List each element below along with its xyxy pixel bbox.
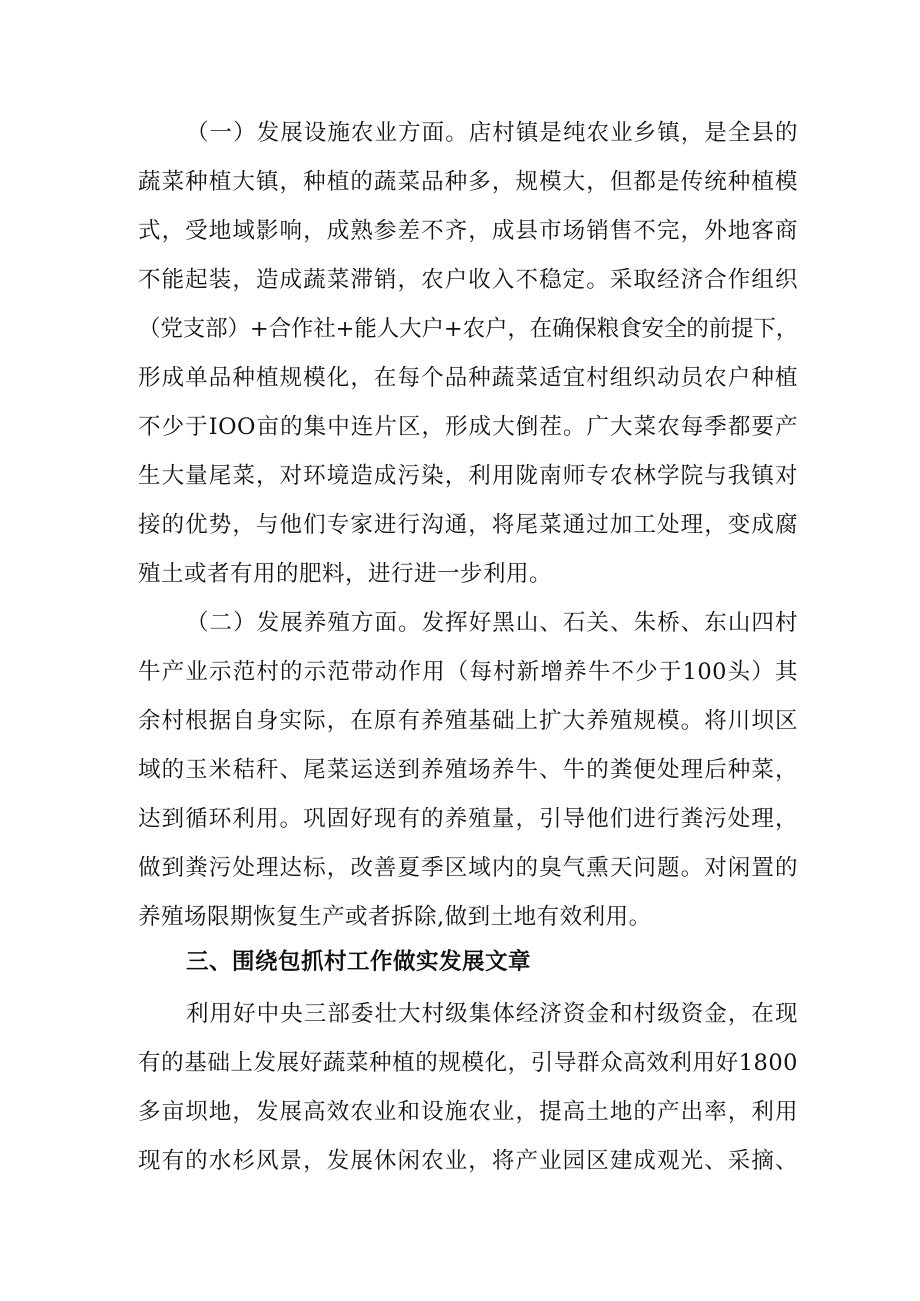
paragraph-1-line: （一）发展设施农业方面。店村镇是纯农业乡镇，是全县的 bbox=[186, 120, 798, 146]
paragraph-1-line: 接的优势，与他们专家进行沟通，将尾菜通过加工处理，变成腐 bbox=[138, 512, 798, 538]
paragraph-3-line: 现有的水杉风景，发展休闲农业，将产业园区建成观光、采摘、 bbox=[138, 1148, 798, 1174]
section-heading: 三、围绕包抓村工作做实发展文章 bbox=[186, 949, 532, 975]
paragraph-3-line: 利用好中央三部委壮大村级集体经济资金和村级资金，在现 bbox=[186, 1001, 798, 1027]
paragraph-1-line: 不少于IOO亩的集中连片区，形成大倒茬。广大菜农每季都要产 bbox=[138, 414, 798, 440]
paragraph-2-line: 牛产业示范村的示范带动作用（每村新增养牛不少于100头）其 bbox=[138, 659, 798, 685]
paragraph-2-line: 域的玉米秸秆、尾菜运送到养殖场养牛、牛的粪便处理后种菜， bbox=[138, 757, 798, 783]
paragraph-2-line: 达到循环利用。巩固好现有的养殖量，引导他们进行粪污处理， bbox=[138, 806, 798, 832]
paragraph-1-line: 不能起装，造成蔬菜滞销，农户收入不稳定。采取经济合作组织 bbox=[138, 267, 798, 293]
paragraph-2-line: 养殖场限期恢复生产或者拆除,做到土地有效利用。 bbox=[138, 904, 652, 930]
paragraph-2-line: （二）发展养殖方面。发挥好黑山、石关、朱桥、东山四村 bbox=[186, 610, 798, 636]
paragraph-1-line: 生大量尾菜，对环境造成污染，利用陇南师专农林学院与我镇对 bbox=[138, 463, 798, 489]
paragraph-2-line: 做到粪污处理达标，改善夏季区域内的臭气熏天问题。对闲置的 bbox=[138, 855, 798, 881]
paragraph-3-line: 多亩坝地，发展高效农业和设施农业，提高土地的产出率，利用 bbox=[138, 1099, 798, 1125]
paragraph-1-line: （党支部）+合作社+能人大户+农户，在确保粮食安全的前提下， bbox=[138, 316, 798, 342]
paragraph-2-line: 余村根据自身实际，在原有养殖基础上扩大养殖规模。将川坝区 bbox=[138, 708, 798, 734]
paragraph-3-line: 有的基础上发展好蔬菜种植的规模化，引导群众高效利用好1800 bbox=[138, 1050, 798, 1076]
paragraph-1-line: 蔬菜种植大镇，种植的蔬菜品种多，规模大，但都是传统种植模 bbox=[138, 169, 798, 195]
paragraph-1-line: 式，受地域影响，成熟参差不齐，成县市场销售不完，外地客商 bbox=[138, 218, 798, 244]
paragraph-1-line: 形成单品种植规模化，在每个品种蔬菜适宜村组织动员农户种植 bbox=[138, 365, 798, 391]
paragraph-1-line: 殖土或者有用的肥料，进行进一步利用。 bbox=[138, 561, 553, 587]
